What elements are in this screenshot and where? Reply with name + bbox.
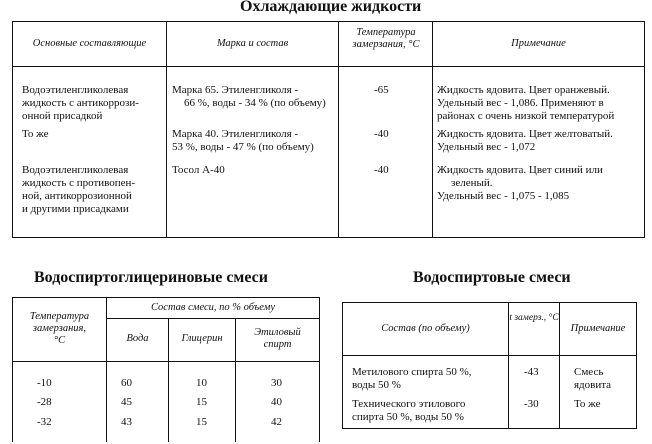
table3-title: Водоспиртовые смеси xyxy=(413,269,571,286)
t2-row3-glycerin: 15 xyxy=(196,416,207,428)
t1-row2-note: Жидкость ядовита. Цвет желтоватый. Удельный вес - 1,072 xyxy=(437,128,613,153)
t1-row3-components: Водоэтиленгликолевая жидкость с противопен- ной, антикоррозионной и другими присадками xyxy=(22,164,136,215)
t3-header-note: Примечание xyxy=(570,323,626,334)
table2-title: Водоспиртоглицериновые смеси xyxy=(34,269,268,286)
t2-row2-glycerin: 15 xyxy=(196,396,207,408)
t1-row2-brand: Марка 40. Этиленгликоля - 53 %, воды - 47 % (по объему) xyxy=(172,128,314,153)
t2-header-alcohol: Этиловый спирт xyxy=(254,327,301,350)
t3-header-composition: Состав (по объему) xyxy=(381,323,470,334)
t2-header-water: Вода xyxy=(126,333,149,344)
t2-row1-alcohol: 30 xyxy=(271,377,282,389)
t1-row3-note: Жидкость ядовита. Цвет синий или зеленый. Удельный вес - 1,075 - 1,085 xyxy=(437,164,603,202)
t3-row1-composition: Метилового спирта 50 %, воды 50 % xyxy=(352,366,472,391)
t2-row2-temp: -28 xyxy=(37,396,52,408)
t3-row2-composition: Технического этилового спирта 50 %, воды 50 % xyxy=(352,398,466,423)
t3-row1-note: Смесь ядовита xyxy=(574,366,612,391)
t2-row2-alcohol: 40 xyxy=(271,396,282,408)
t2-row3-water: 43 xyxy=(121,416,132,428)
t1-row1-brand: Марка 65. Этиленгликоля - 66 %, воды - 34 % (по объему) xyxy=(172,84,326,109)
t1-row1-temp: -65 xyxy=(374,84,389,96)
t1-row2-temp: -40 xyxy=(374,128,389,140)
t1-row3-brand: Тосол А-40 xyxy=(172,164,225,176)
t2-row3-temp: -32 xyxy=(37,416,52,428)
t1-header-note: Примечание xyxy=(511,38,566,49)
t2-row3-alcohol: 42 xyxy=(271,416,282,428)
t1-row3-temp: -40 xyxy=(374,164,389,176)
t3-header-temp: t замерз., °С xyxy=(509,313,559,323)
t1-header-brand: Марка и состав xyxy=(216,38,289,49)
t3-row1-temp: -43 xyxy=(524,366,539,378)
t2-row1-water: 60 xyxy=(121,377,132,389)
t1-row1-note: Жидкость ядовита. Цвет оранжевый. Удельный вес - 1,086. Применяют в районах с очень низкой температурой xyxy=(437,84,615,122)
t2-header-glycerin: Глицерин xyxy=(181,333,223,344)
t1-row2-components: То же xyxy=(22,128,49,140)
t2-row2-water: 45 xyxy=(121,396,132,408)
t2-header-group: Состав смеси, по % объему xyxy=(150,302,275,313)
t1-row1-components: Водоэтиленгликолевая жидкость с антикоррози- онной присадкой xyxy=(22,84,139,122)
t3-row2-note: То же xyxy=(574,398,601,410)
t1-header-temp: Температура замерзания, °С xyxy=(352,27,420,50)
t2-row1-temp: -10 xyxy=(37,377,52,389)
t3-row2-temp: -30 xyxy=(524,398,539,410)
t2-row1-glycerin: 10 xyxy=(196,377,207,389)
table1-title: Охлаждающие жидкости xyxy=(240,0,422,15)
t2-header-temp: Температура замерзания, °С xyxy=(29,311,90,346)
t1-header-components: Основные составляющие xyxy=(32,38,147,49)
